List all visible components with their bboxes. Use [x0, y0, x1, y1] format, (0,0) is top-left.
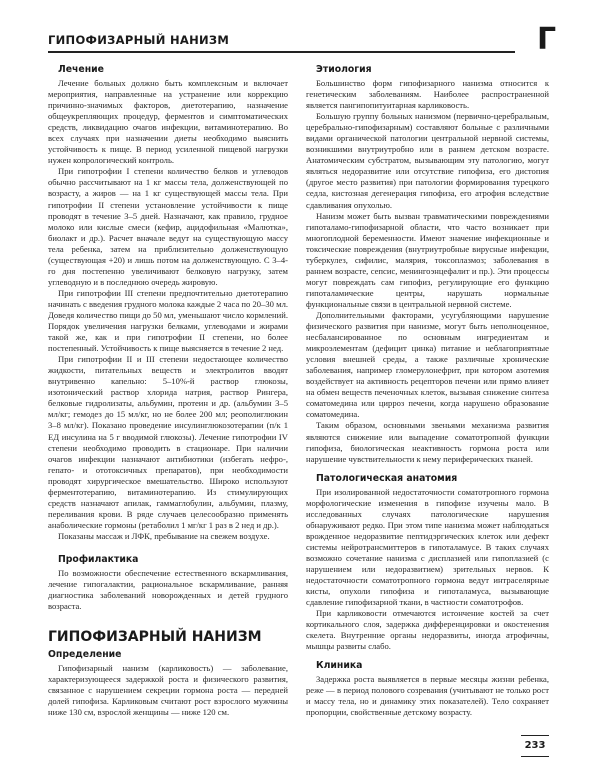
paragraph: При гипотрофии I степени количество белков и углеводов обычно рассчитывают на 1 кг массы тела, долженствующей по возрасту, а жиров — на 1 кг существующей массы тела. При гипотрофии II степени установление устойчивости к пище проводят в течение 3–5 дней. Назначают, как правило, грудное молоко или кислые смеси (кефир, ацидофильная «Малютка», биолакт и др.). Расчет вначале ведут на существующую массу тела ребенка, затем на приблизительно долженствующую (существующая +20) и лишь потом на долженствующую. С 3–4-го дня постепенно увеличивают белковую нагрузку, затем углеводную и в последнюю очередь жировую. — [48, 166, 288, 287]
paragraph: При изолированной недостаточности соматотропного гормона морфологические изменения в гипофизе изучены мало. В исследованных случаях патологические нарушения обнаруживают редко. При этом типе нанизма может наблюдаться врожденное недоразвитие пептидэргических клеток или дефект системы нейротрансмиттеров в гипоталамусе. В таких случаях возможно сочетание нанизма с дисплазией или гипоплазией (с нарушением или недоразвитием) зрительных нервов. К недостаточности соматотропного гормона ведут интраселярные кисты, опухоли гипофиза и гипоталамуса, вызывающие сдавление гипофизарной ткани, в частности соматотрофов. — [306, 486, 549, 608]
page-number: 233 — [521, 735, 549, 757]
paragraph: При гипотрофии II и III степени недостающее количество жидкости, питательных веществ и электролитов вводят внутривенно капельно: 5–10%-й раствор глюкозы, изотонический раствор хлорида натрия, раствор Рингера, белковые гидролизаты, альбумин, протеин и др. (альбумин 3–5 мл/кг; гемодез до 15 мл/кг, но не более 200 мл; реополиглюкин 3–8 мл/кг). Показано проведение инсулинглюкозотерапии (п/к 1 ЕД инсулина на 5 г вводимой глюкозы). Лечение гипотрофии IV степени необходимо проводить в стационаре. При наличии очагов инфекции назначают антибиотики (избегать нефро-, гепато- и ототоксичных препаратов), при необходимости проводят хирургическое вмешательство. Широко используют ферментотерапию, витаминотерапию. Из стимулирующих средств назначают апилак, гаммаглобулин, альбумин, плазму, переливания крови. В ряде случаев целесообразно применять анаболические гормоны (ретаболил 1 мг/кг 1 раз в 2 нед и др.). — [48, 354, 288, 530]
running-title: ГИПОФИЗАРНЫЙ НАНИЗМ — [48, 33, 230, 47]
treatment-section — [48, 64, 288, 542]
clinic-heading: Клиника — [316, 660, 363, 672]
paragraph: Показаны массаж и ЛФК, пребывание на свежем воздухе. — [58, 530, 270, 541]
paragraph: Задержка роста выявляется в первые месяцы жизни ребенка, реже — в период полового созревания (учитывают не только рост и массу тела, но и динамику этих показателей). Тело сохраняет пропорции, свойственные детскому возрасту. — [306, 674, 549, 718]
etiology-heading: Этиология — [316, 64, 372, 75]
etiology-section — [306, 64, 549, 465]
definition-heading: Определение — [48, 649, 122, 661]
paragraph: Большинство форм гипофизарного нанизма относится к генетическим заболеваниям. Наиболее распространенной является пангипопитуитарная карликовость. — [306, 78, 549, 111]
article-title: ГИПОФИЗАРНЫЙ НАНИЗМ — [48, 629, 262, 646]
page-number-area — [306, 735, 549, 757]
left-column — [48, 64, 288, 718]
paragraph: Нанизм может быть вызван травматическими повреждениями гипоталамо-гипофизарной области, что часто возникает при многоплодной беременности. Имеют значение инфекционные и токсические повреждения (внутриутробные вирусные инфекции, туберкулез, сифилис, малярия, токсоплазмоз; заболевания в раннем возрасте, сепсис, менингоэнцефалит и пр.). Эти процессы могут повреждать сам гипофиз, регулирующие его функцию гипоталамические центры, нарушать нормальные функциональные связи в центральной нервной системе. — [306, 210, 549, 309]
right-column — [306, 64, 549, 757]
clinic-section — [306, 660, 549, 718]
paragraph: Лечение больных должно быть комплексным и включает мероприятия, направленные на устранение или коррекцию причинно-значимых факторов, диетотерапию, назначение общеукрепляющих процедур, ферментов и симптоматических средств, ликвидацию очагов инфекции, витаминотерапию. Во всех случаях при назначении диеты необходимо выяснить устойчивость к пище. В период усиленной пищевой нагрузки нужен копрологический контроль. — [48, 78, 288, 166]
paragraph: При гипотрофии III степени предпочтительно диетотерапию начинать с введения грудного молока каждые 2 часа по 20–30 мл. Доведя количество пищи до 50 мл, уменьшают число кормлений. Порядок увеличения нагрузки белками, углеводами и жирами такой же, как и при гипотрофии II степени, но более постепенный. Устойчивость к пище выясняется в течение 2 нед. — [48, 287, 288, 354]
pathology-heading: Патологическая анатомия — [316, 472, 458, 484]
paragraph: Таким образом, основными звеньями механизма развития являются снижение или выпадение соматотропной функции гипофиза, биологическая неактивность гормона роста или нарушение чувствительности к нему периферических тканей. — [306, 420, 549, 464]
prevention-heading: Профилактика — [58, 553, 139, 565]
prevention-section — [48, 554, 288, 612]
treatment-heading: Лечение — [58, 64, 104, 75]
paragraph: По возможности обеспечение естественного вскармливания, лечение гипогалактии, рациональное вскармливание, ранняя диагностика заболеваний новорожденных и детей грудного возраста. — [48, 567, 288, 612]
pathology-section — [306, 473, 549, 653]
paragraph: Большую группу больных нанизмом (первично-церебральным, церебрально-гипофизарным) составляют больные с различными видами органической патологии центральной нервной системы, возникшими внутриутробно или в раннем детском возрасте. Анатомическим субстратом, вызывающим эту патологию, могут являться недоразвитие или отсутствие гипофиза, его дистопия (другое место развития) при патологии формирования турецкого седла, кистозная дегенерация гипофиза, его атрофия вследствие сдавливания опухолью. — [306, 111, 549, 210]
paragraph: Гипофизарный нанизм (карликовость) — заболевание, характеризующееся задержкой роста и физического развития, связанное с нарушением секреции гормона роста — передней долей гипофиза. Карликовым считают рост взрослого мужчины ниже 130 см, взрослой женщины — ниже 120 см. — [48, 663, 288, 718]
section-letter: Г — [537, 22, 557, 57]
paragraph: При карликовости отмечаются истончение костей за счет кортикального слоя, задержка дифференцировки и окостенения скелета. Внутренние органы недоразвиты, иногда атрофичны, мышцы развиты слабо. — [306, 608, 549, 652]
header-rule — [48, 51, 515, 53]
paragraph: Дополнительными факторами, усугубляющими нарушение физического развития при нанизме, могут быть неполноценное, несбалансированное по основным ингредиентам и микроэлементам (дефицит цинка) питание и неблагоприятные условия внешней среды, а также различные хронические заболевания, например гломерулонефрит, при котором азотемия воздействует на активность рецепторов печени или прямо влияет на обмен веществ печеночных клеток, вызывая снижение синтеза соматомедина или цирроз печени, когда нарушено образование соматомедина. — [306, 309, 549, 420]
article-section — [48, 628, 288, 718]
